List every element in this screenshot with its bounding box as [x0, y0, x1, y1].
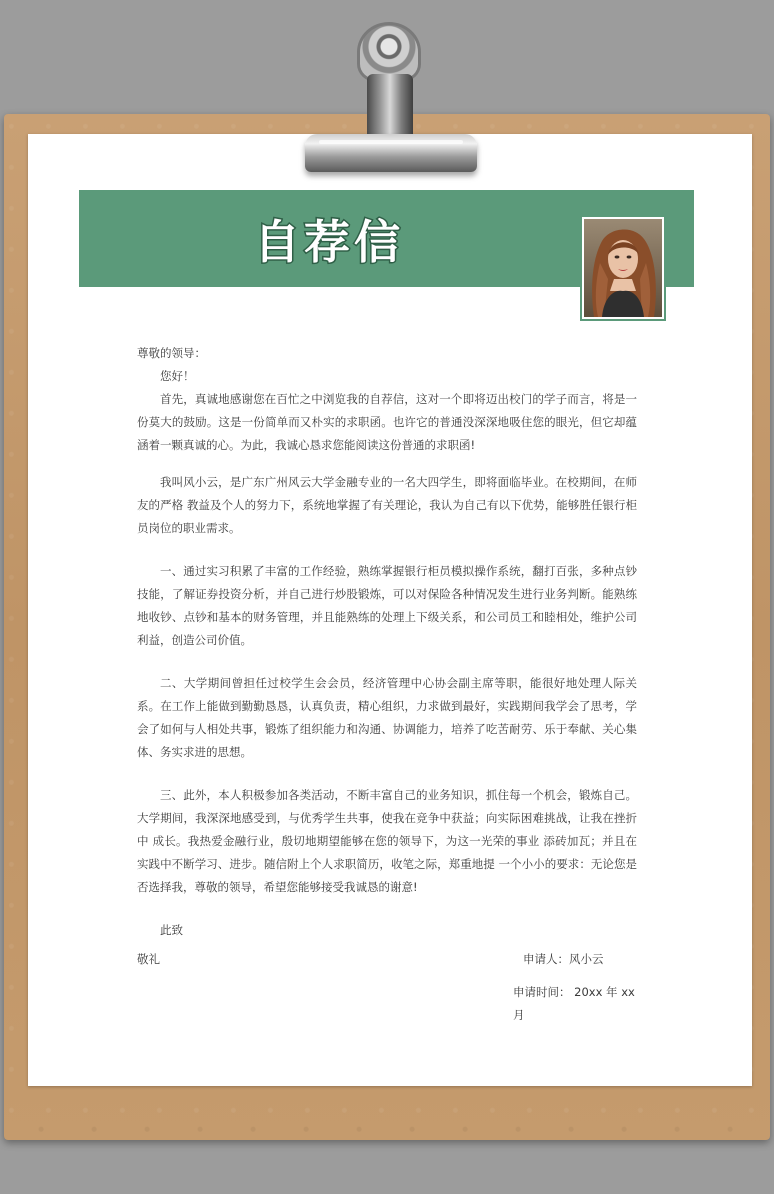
profile-photo	[580, 215, 666, 321]
paragraph-point-1: 一、通过实习积累了丰富的工作经验，熟练掌握银行柜员模拟操作系统，翻打百张，多种点钞技能，了解证券投资分析，并自己进行炒股锻炼，可以对保险各种情况发生进行业务判断。能熟练地收钞、点钞和基本的财务管理，并且能熟练的处理上下级关系，和公司员工和睦相处，维护公司利益，创造公司价值。	[137, 564, 637, 647]
paragraph-point-3: 三、此外，本人积极参加各类活动，不断丰富自己的业务知识，抓住每一个机会，锻炼自己。大学期间，我深深地感受到，与优秀学生共事，使我在竞争中获益；向实际困难挑战，让我在挫折中 成长。我热爱金融行业，殷切地期望能够在您的领导下，为这一光荣的事业 添砖加瓦；并且在实践中不断学习、进步。随信附上个人求职简历，收笔之际，郑重地提 一个小小的要求：无论您是否选择我，尊敬的领导，希望您能够接受我诚恳的谢意!	[137, 788, 637, 894]
paragraph-intro: 首先，真诚地感谢您在百忙之中浏览我的自荐信，这对一个即将迈出校门的学子而言，将是一份莫大的鼓励。这是一份简单而又朴实的求职函。也许它的普通没深深地吸住您的眼光，但它却蕴涵着一颗真诚的心。为此，我诚心恳求您能阅读这份普通的求职函!	[137, 392, 637, 452]
regards-line: 敬礼	[137, 952, 160, 966]
hello-line: 您好！	[160, 369, 195, 383]
letter-body	[137, 342, 637, 1022]
paragraph-point-2: 二、大学期间曾担任过校学生会会员，经济管理中心协会副主席等职，能很好地处理人际关系。在工作上能做到勤勤恳恳，认真负责，精心组织，力求做到最好，实践期间我学会了思考，学会了如何与人相处共事，锻炼了组织能力和沟通、协调能力，培养了吃苦耐劳、乐于奉献、关心集体、务实求进的思想。	[137, 676, 637, 759]
applicant-line: 申请人：风小云	[523, 952, 604, 966]
date-line: 申请时间： 20xx 年 xx 月	[513, 985, 635, 1022]
paragraph-self-intro: 我叫风小云，是广东广州风云大学金融专业的一名大四学生，即将面临毕业。在校期间，在师友的严格 教益及个人的努力下，系统地掌握了有关理论，我认为自己有以下优势，能够胜任银行柜员岗位的职业需求。	[137, 475, 637, 535]
closing-line: 此致	[160, 923, 183, 937]
salutation: 尊敬的领导：	[137, 346, 206, 360]
page-title: 自荐信	[254, 214, 404, 269]
avatar	[584, 219, 662, 317]
binder-clip-icon	[305, 22, 477, 182]
